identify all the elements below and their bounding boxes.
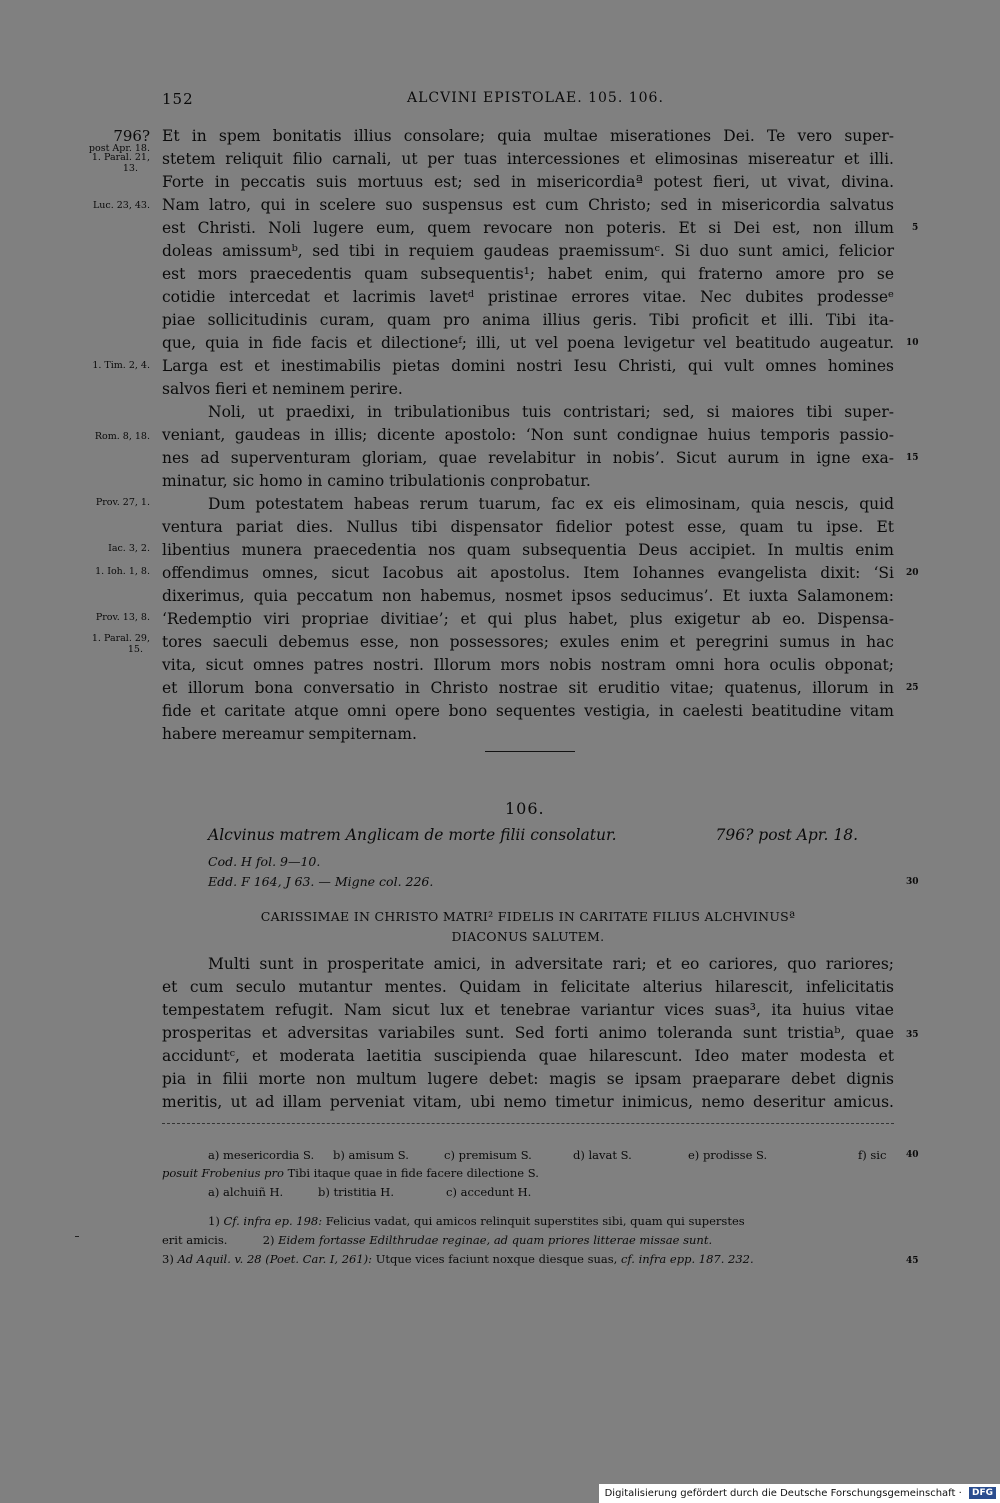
text-line: Multi sunt in prosperitate amici, in adversitate rari; et eo cariores, quo rariores; bbox=[208, 955, 894, 973]
text-line: fide et caritate atque omni opere bono sequentes vestigia, in caelesti beatitudine vitam bbox=[162, 702, 894, 720]
line-number: 5 bbox=[912, 223, 919, 233]
text-line: acciduntᶜ, et moderata laetitia suscipienda quae hilarescunt. Ideo mater modesta et bbox=[162, 1047, 894, 1065]
footnote-divider bbox=[162, 1123, 894, 1124]
text-line: Et in spem bonitatis illius consolare; quia multae miserationes Dei. Te vero super- bbox=[162, 127, 894, 145]
page-number: 152 bbox=[162, 90, 194, 108]
text-line: Noli, ut praedixi, in tribulationibus tuis contristari; sed, si maiores tibi super- bbox=[208, 403, 894, 421]
margin-date: 796? bbox=[113, 127, 150, 145]
margin-ref: Prov. 13, 8. bbox=[95, 612, 150, 623]
text-line: minatur, sic homo in camino tribulationis conprobatur. bbox=[162, 472, 591, 490]
margin-ref: Iac. 3, 2. bbox=[108, 543, 150, 554]
margin-ref: Luc. 23, 43. bbox=[92, 200, 150, 211]
running-title: ALCVINI EPISTOLAE. 105. 106. bbox=[407, 90, 664, 106]
line-number: 40 bbox=[906, 1150, 919, 1160]
footnote-text: Utque vices faciunt noxque diesque suas, bbox=[375, 1252, 618, 1266]
text-line: libentius munera praecedentia nos quam subsequentia Deus accipiet. In multis enim bbox=[162, 541, 894, 559]
text-line: ‘Redemptio viri propriae divitiae’; et qui plus habet, plus exigetur ab eo. Dispensa- bbox=[162, 610, 894, 628]
text-line: Larga est et inestimabilis pietas domini nostri Iesu Christi, qui vult omnes homines bbox=[162, 357, 894, 375]
footnote-line bbox=[162, 1233, 712, 1247]
footnote: e) prodisse S. bbox=[688, 1148, 768, 1162]
line-number: 45 bbox=[906, 1256, 919, 1266]
footnote-italic: posuit Frobenius pro bbox=[162, 1166, 284, 1180]
section-divider bbox=[485, 751, 575, 752]
footnote: f) sic bbox=[858, 1148, 887, 1162]
digitization-credit bbox=[599, 1484, 1000, 1503]
text-line: doleas amissumᵇ, sed tibi in requiem gaudeas praemissumᶜ. Si duo sunt amici, felicior bbox=[162, 242, 894, 260]
line-number: 20 bbox=[906, 568, 919, 578]
footnote: a) alchuiñ H. bbox=[208, 1185, 284, 1199]
footnote-italic: Ad Aquil. v. 28 (Poet. Car. I, 261): bbox=[177, 1252, 373, 1266]
footnote-marker: 2) bbox=[262, 1233, 275, 1247]
text-line: pia in filii morte non multum lugere debet: magis se ipsam praeparare debet dignis bbox=[162, 1070, 894, 1088]
line-number: 10 bbox=[906, 338, 919, 348]
text-line: ventura pariat dies. Nullus tibi dispensator fidelior potest esse, quam tu ipse. Et bbox=[162, 518, 894, 536]
footnote-line bbox=[162, 1252, 754, 1266]
margin-date-note: post Apr. 18. bbox=[88, 143, 150, 154]
line-number: 15 bbox=[906, 453, 919, 463]
footnote: c) premisum S. bbox=[444, 1148, 532, 1162]
text-line: Dum potestatem habeas rerum tuarum, fac ex eis elimosinam, quia nescis, quid bbox=[208, 495, 894, 513]
margin-ref: Prov. 27, 1. bbox=[95, 497, 150, 508]
letter-number: 106. bbox=[505, 799, 545, 818]
footnote-text: erit amicis. bbox=[162, 1233, 228, 1247]
footnote-marker: 3) bbox=[162, 1252, 174, 1266]
dfg-logo: DFG bbox=[969, 1487, 996, 1499]
footnote-line bbox=[162, 1166, 539, 1180]
text-line: est Christi. Noli lugere eum, quem revocare non poteris. Et si Dei est, non illum bbox=[162, 219, 894, 237]
text-line: tempestatem refugit. Nam sicut lux et tenebrae variantur vices suas³, ita huius vitae bbox=[162, 1001, 894, 1019]
editions-ref: Edd. F 164, J 63. — Migne col. 226. bbox=[208, 874, 434, 889]
margin-ref: 1. Paral. 29, bbox=[91, 633, 150, 644]
codex-ref: Cod. H fol. 9—10. bbox=[208, 854, 321, 869]
text-line: veniant, gaudeas in illis; dicente apostolo: ‘Non sunt condignae huius temporis passio- bbox=[162, 426, 894, 444]
text-line: et illorum bona conversatio in Christo nostrae sit eruditio vitae; quatenus, illorum in bbox=[162, 679, 894, 697]
footnote-marker: 1) bbox=[208, 1214, 220, 1228]
text-line: nes ad superventuram gloriam, quae revelabitur in nobis’. Sicut aurum in igne exa- bbox=[162, 449, 894, 467]
margin-ref: 13. bbox=[122, 163, 138, 174]
margin-ref: 1. Tim. 2, 4. bbox=[92, 360, 150, 371]
footnote-italic: Eidem fortasse Edilthrudae reginae, ad quam priores litterae missae sunt. bbox=[278, 1233, 713, 1247]
summary-text: Alcvinus matrem Anglicam de morte filii consolatur. bbox=[208, 826, 617, 844]
text-line: vita, sicut omnes patres nostri. Illorum mors nobis nostram omni hora oculis obponat; bbox=[162, 656, 894, 674]
text-line: piae sollicitudinis curam, quam pro anima illius geris. Tibi proficit et illi. Tibi ita- bbox=[162, 311, 894, 329]
text-line: meritis, ut ad illam perveniat vitam, ubi nemo timetur inimicus, nemo deseritur amicus. bbox=[162, 1093, 894, 1111]
scan-artifact bbox=[75, 1236, 79, 1237]
text-line: dixerimus, quia peccatum non habemus, nosmet ipsos seducimus’. Et iuxta Salamonem: bbox=[162, 587, 894, 605]
salutation: CARISSIMAE IN CHRISTO MATRI² FIDELIS IN CARITATE FILIUS ALCHVINUSª bbox=[260, 909, 796, 924]
footnote-text: Felicius vadat, qui amicos relinquit superstites sibi, quam qui superstes bbox=[325, 1214, 745, 1228]
text-line: offendimus omnes, sicut Iacobus ait apostolus. Item Iohannes evangelista dixit: ‘Si bbox=[162, 564, 894, 582]
footnote-line bbox=[208, 1214, 745, 1228]
text-line: cotidie intercedat et lacrimis lavetᵈ pristinae errores vitae. Nec dubites prodesseᵉ bbox=[162, 288, 894, 306]
footnote-text: Tibi itaque quae in fide facere dilectione S. bbox=[287, 1166, 539, 1180]
footnote: d) lavat S. bbox=[573, 1148, 632, 1162]
margin-ref: 15. bbox=[127, 644, 143, 655]
margin-ref: 1. Ioh. 1, 8. bbox=[95, 566, 150, 577]
footnote: c) accedunt H. bbox=[446, 1185, 532, 1199]
letter-summary bbox=[208, 826, 858, 848]
text-line: est mors praecedentis quam subsequentis¹; habet enim, qui fraterno amore pro se bbox=[162, 265, 894, 283]
footnote-italic: cf. infra epp. 187. 232. bbox=[620, 1252, 754, 1266]
text-line: Nam latro, qui in scelere suo suspensus est cum Christo; sed in misericordia salvatus bbox=[162, 196, 894, 214]
salutation: DIACONUS SALUTEM. bbox=[451, 929, 605, 944]
credit-text: Digitalisierung gefördert durch die Deutsche Forschungsgemeinschaft · bbox=[604, 1488, 962, 1499]
text-line: stetem reliquit filio carnali, ut per tuas intercessiones et elimosinas misereatur et illi. bbox=[162, 150, 894, 168]
footnote: b) amisum S. bbox=[333, 1148, 409, 1162]
footnote: a) mesericordia S. bbox=[208, 1148, 315, 1162]
line-number: 25 bbox=[906, 683, 919, 693]
summary-date: 796? post Apr. 18. bbox=[715, 826, 858, 844]
text-line: et cum seculo mutantur mentes. Quidam in felicitate alterius hilarescit, infelicitatis bbox=[162, 978, 894, 996]
text-line: tores saeculi debemus esse, non possessores; exules enim et peregrini sumus in hac bbox=[162, 633, 894, 651]
text-line: prosperitas et adversitas variabiles sunt. Sed forti animo toleranda sunt tristiaᵇ, quae bbox=[162, 1024, 894, 1042]
footnote-italic: Cf. infra ep. 198: bbox=[223, 1214, 323, 1228]
text-line: que, quia in fide facis et dilectioneᶠ; illi, ut vel poena levigetur vel beatitudo augeatur. bbox=[162, 334, 894, 352]
footnote: b) tristitia H. bbox=[318, 1185, 394, 1199]
text-line: Forte in peccatis suis mortuus est; sed in misericordiaª potest fieri, ut vivat, divina. bbox=[162, 173, 894, 191]
margin-ref: 1. Paral. 21, bbox=[91, 152, 150, 163]
text-line: salvos fieri et neminem perire. bbox=[162, 380, 403, 398]
line-number: 35 bbox=[906, 1030, 919, 1040]
text-line: habere mereamur sempiternam. bbox=[162, 725, 417, 743]
margin-ref: Rom. 8, 18. bbox=[94, 431, 150, 442]
line-number: 30 bbox=[906, 877, 919, 887]
